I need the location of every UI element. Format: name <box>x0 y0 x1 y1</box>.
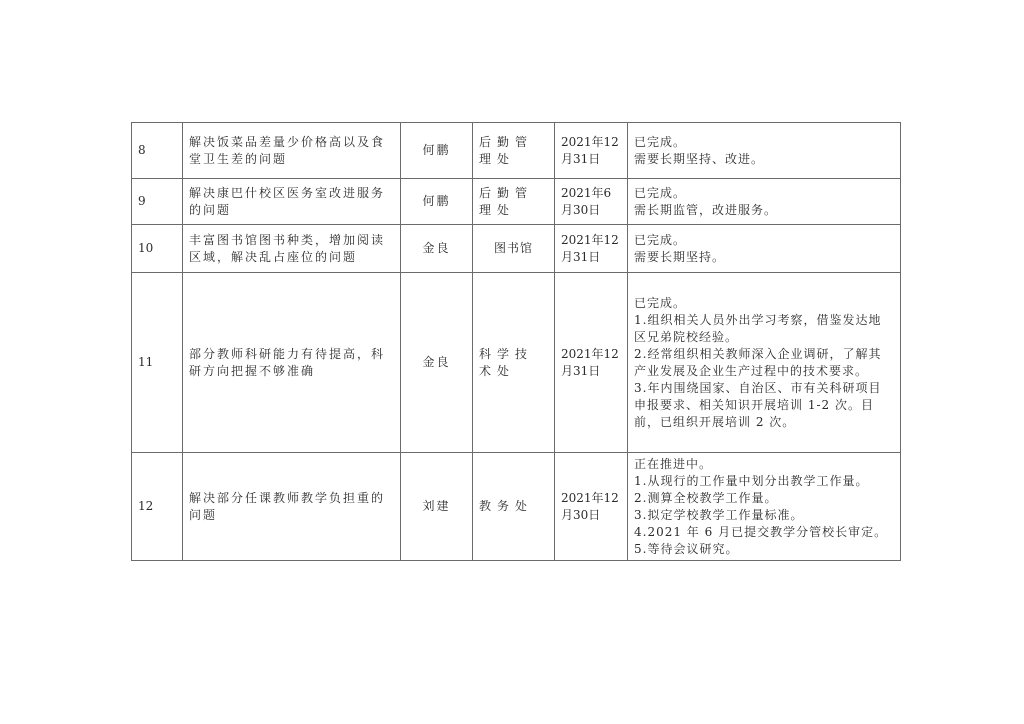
status-line: 需要长期坚持。 <box>634 249 726 264</box>
status-line: 3.年内围绕国家、自治区、市有关科研项目申报要求、相关知识开展培训 1-2 次。目前，已组织开展培训 2 次。 <box>634 380 882 429</box>
row-number: 8 <box>132 123 183 179</box>
status-line: 2.经常组织相关教师深入企业调研，了解其产业发展及企业生产过程中的技术要求。 <box>634 346 882 378</box>
department: 科学技术处 <box>473 273 555 453</box>
row-number: 12 <box>132 453 183 561</box>
status-line: 需长期监管，改进服务。 <box>634 202 778 217</box>
issue-text: 丰富图书馆图书种类，增加阅读区域，解决乱占座位的问题 <box>183 225 401 273</box>
row-number: 9 <box>132 179 183 225</box>
issue-text: 部分教师科研能力有待提高，科研方向把握不够准确 <box>183 273 401 453</box>
department: 教务处 <box>473 453 555 561</box>
deadline: 2021年12月31日 <box>555 273 628 453</box>
row-number: 11 <box>132 273 183 453</box>
status-cell <box>628 179 901 225</box>
status-cell <box>628 453 901 561</box>
deadline: 2021年6月30日 <box>555 179 628 225</box>
issue-text: 解决饭菜品差量少价格高以及食堂卫生差的问题 <box>183 123 401 179</box>
department: 后勤管理处 <box>473 123 555 179</box>
status-line: 5.等待会议研究。 <box>634 541 739 556</box>
deadline: 2021年12月30日 <box>555 453 628 561</box>
status-cell <box>628 225 901 273</box>
table-row <box>132 123 901 179</box>
table-row <box>132 225 901 273</box>
department: 后勤管理处 <box>473 179 555 225</box>
responsible-person: 金良 <box>401 273 473 453</box>
status-line: 已完成。 <box>634 134 687 149</box>
department: 图书馆 <box>473 225 555 273</box>
responsible-person: 金良 <box>401 225 473 273</box>
status-line: 需要长期坚持、改进。 <box>634 151 765 166</box>
status-line: 已完成。 <box>634 232 687 247</box>
status-line: 4.2021 年 6 月已提交教学分管校长审定。 <box>634 524 888 539</box>
responsible-person: 何鹏 <box>401 179 473 225</box>
issue-text: 解决部分任课教师教学负担重的问题 <box>183 453 401 561</box>
issue-text: 解决康巴什校区医务室改进服务的问题 <box>183 179 401 225</box>
status-cell <box>628 123 901 179</box>
deadline: 2021年12月31日 <box>555 225 628 273</box>
table-row <box>132 179 901 225</box>
status-cell <box>628 273 901 453</box>
responsible-person: 刘建 <box>401 453 473 561</box>
status-line: 已完成。 <box>634 185 687 200</box>
responsible-person: 何鹏 <box>401 123 473 179</box>
table-row <box>132 273 901 453</box>
status-line: 3.拟定学校教学工作量标准。 <box>634 507 804 522</box>
status-line: 已完成。 <box>634 295 687 310</box>
status-line: 1.从现行的工作量中划分出教学工作量。 <box>634 473 869 488</box>
status-line: 2.测算全校教学工作量。 <box>634 490 778 505</box>
status-line: 1.组织相关人员外出学习考察，借鉴发达地区兄弟院校经验。 <box>634 312 882 344</box>
table-row <box>132 453 901 561</box>
deadline: 2021年12月31日 <box>555 123 628 179</box>
status-line: 正在推进中。 <box>634 456 713 471</box>
task-table <box>131 122 901 561</box>
row-number: 10 <box>132 225 183 273</box>
